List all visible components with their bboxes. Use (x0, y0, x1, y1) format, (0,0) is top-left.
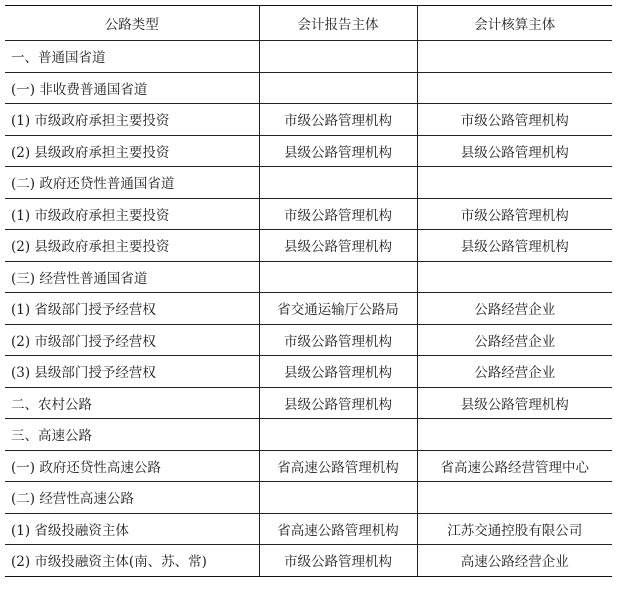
cell-accounting-entity (417, 167, 612, 199)
cell-road-type: 一、普通国省道 (5, 41, 259, 73)
table-row (5, 545, 612, 577)
cell-reporting-entity (259, 482, 417, 514)
cell-road-type: (二) 经营性高速公路 (5, 482, 259, 514)
cell-reporting-entity: 省交通运输厅公路局 (259, 293, 417, 325)
cell-road-type: (一) 政府还贷性高速公路 (5, 450, 259, 482)
cell-road-type: (1) 省级投融资主体 (5, 513, 259, 545)
table-body (5, 41, 612, 577)
table-row (5, 482, 612, 514)
table-row (5, 41, 612, 73)
cell-accounting-entity: 县级公路管理机构 (417, 230, 612, 262)
cell-reporting-entity: 县级公路管理机构 (259, 230, 417, 262)
cell-accounting-entity: 高速公路经营企业 (417, 545, 612, 577)
cell-reporting-entity (259, 41, 417, 73)
cell-reporting-entity: 市级公路管理机构 (259, 198, 417, 230)
cell-road-type: 三、高速公路 (5, 419, 259, 451)
header-reporting-entity: 会计报告主体 (259, 6, 417, 41)
cell-accounting-entity (417, 482, 612, 514)
cell-accounting-entity: 省高速公路经营管理中心 (417, 450, 612, 482)
table-row (5, 230, 612, 262)
table-row (5, 135, 612, 167)
cell-road-type: (一) 非收费普通国省道 (5, 72, 259, 104)
cell-reporting-entity: 县级公路管理机构 (259, 135, 417, 167)
cell-accounting-entity: 公路经营企业 (417, 356, 612, 388)
cell-accounting-entity: 市级公路管理机构 (417, 104, 612, 136)
cell-accounting-entity (417, 419, 612, 451)
header-accounting-entity: 会计核算主体 (417, 6, 612, 41)
cell-accounting-entity: 公路经营企业 (417, 293, 612, 325)
accounting-entity-table-container (5, 5, 612, 577)
table-row (5, 72, 612, 104)
cell-road-type: (1) 市级政府承担主要投资 (5, 104, 259, 136)
cell-reporting-entity (259, 72, 417, 104)
cell-road-type: (2) 县级政府承担主要投资 (5, 135, 259, 167)
cell-reporting-entity: 省高速公路管理机构 (259, 450, 417, 482)
table-row (5, 167, 612, 199)
cell-accounting-entity (417, 72, 612, 104)
cell-road-type: (3) 县级部门授予经营权 (5, 356, 259, 388)
cell-accounting-entity: 江苏交通控股有限公司 (417, 513, 612, 545)
cell-road-type: (三) 经营性普通国省道 (5, 261, 259, 293)
cell-accounting-entity (417, 41, 612, 73)
table-row (5, 104, 612, 136)
cell-reporting-entity: 市级公路管理机构 (259, 324, 417, 356)
cell-reporting-entity: 市级公路管理机构 (259, 104, 417, 136)
cell-reporting-entity (259, 167, 417, 199)
cell-reporting-entity (259, 261, 417, 293)
header-row (5, 6, 612, 41)
cell-reporting-entity: 县级公路管理机构 (259, 387, 417, 419)
cell-reporting-entity (259, 419, 417, 451)
table-header (5, 6, 612, 41)
cell-accounting-entity: 公路经营企业 (417, 324, 612, 356)
table-row (5, 324, 612, 356)
cell-road-type: (1) 市级政府承担主要投资 (5, 198, 259, 230)
cell-accounting-entity: 县级公路管理机构 (417, 135, 612, 167)
cell-road-type: (2) 县级政府承担主要投资 (5, 230, 259, 262)
cell-accounting-entity (417, 261, 612, 293)
cell-road-type: 二、农村公路 (5, 387, 259, 419)
table-row (5, 450, 612, 482)
table-row (5, 419, 612, 451)
cell-road-type: (1) 省级部门授予经营权 (5, 293, 259, 325)
table-row (5, 356, 612, 388)
cell-road-type: (2) 市级部门授予经营权 (5, 324, 259, 356)
cell-reporting-entity: 市级公路管理机构 (259, 545, 417, 577)
table-row (5, 198, 612, 230)
table-row (5, 513, 612, 545)
table-row (5, 261, 612, 293)
table-row (5, 387, 612, 419)
cell-road-type: (二) 政府还贷性普通国省道 (5, 167, 259, 199)
cell-road-type: (2) 市级投融资主体(南、苏、常) (5, 545, 259, 577)
accounting-entity-table (5, 5, 612, 577)
cell-accounting-entity: 县级公路管理机构 (417, 387, 612, 419)
header-road-type: 公路类型 (5, 6, 259, 41)
cell-accounting-entity: 市级公路管理机构 (417, 198, 612, 230)
cell-reporting-entity: 省高速公路管理机构 (259, 513, 417, 545)
table-row (5, 293, 612, 325)
cell-reporting-entity: 县级公路管理机构 (259, 356, 417, 388)
